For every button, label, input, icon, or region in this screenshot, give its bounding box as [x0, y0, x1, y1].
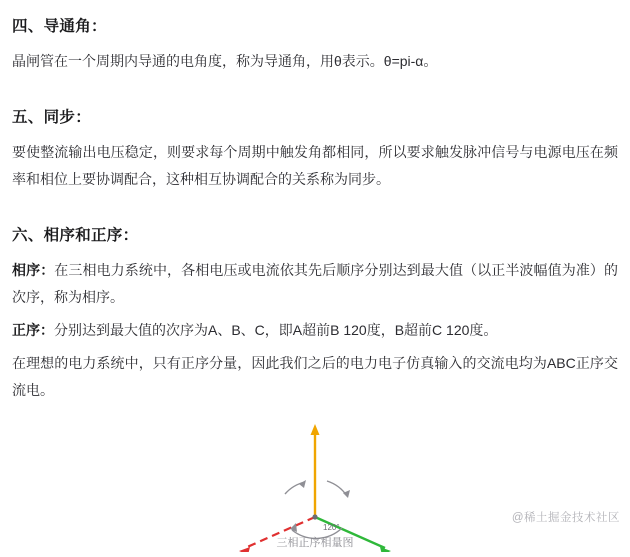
paragraph-3-3	[12, 350, 618, 404]
section-heading-1: 四、导通角：	[12, 18, 107, 35]
section-heading-3: 六、相序和正序：	[12, 227, 139, 244]
phasor-a	[311, 424, 320, 517]
three-phase-phasor-diagram	[200, 422, 430, 552]
paragraph-1-1	[12, 48, 618, 75]
paragraph-text: 要使整流输出电压稳定，则要求每个周期中触发角都相同，所以要求触发脉冲信号与电源电压在频率和相位上要协调配合，这种相互协调配合的关系称为同步。	[12, 144, 618, 187]
figure-caption: 三相正序相量图	[276, 537, 354, 549]
phasor-svg	[200, 422, 430, 552]
paragraph-text: 在三相电力系统中，各相电压或电流依其先后顺序分别达到最大值（以正半波幅值为准）的次序，称为相序。	[12, 262, 619, 305]
paragraph-text: 分别达到最大值的次序为A、B、C，即A超前B 120度，B超前C 120度。	[54, 322, 498, 338]
rotation-label: 120°	[323, 523, 340, 532]
paragraph-text: 晶闸管在一个周期内导通的电角度，称为导通角，用θ表示。θ=pi-α。	[12, 53, 438, 69]
term-label-xiangxu: 相序：	[12, 262, 55, 278]
paragraph-3-2	[12, 317, 618, 344]
watermark: @稀土掘金技术社区	[511, 512, 620, 524]
term-label-zhengxu: 正序：	[12, 322, 54, 338]
figure-container	[12, 422, 618, 552]
section-heading-2: 五、同步：	[12, 109, 92, 126]
paragraph-3-1	[12, 257, 618, 311]
paragraph-2-1	[12, 139, 618, 193]
paragraph-text: 在理想的电力系统中，只有正序分量，因此我们之后的电力电子仿真输入的交流电均为ABC正序交流电。	[12, 355, 618, 398]
origin-point	[312, 514, 317, 519]
